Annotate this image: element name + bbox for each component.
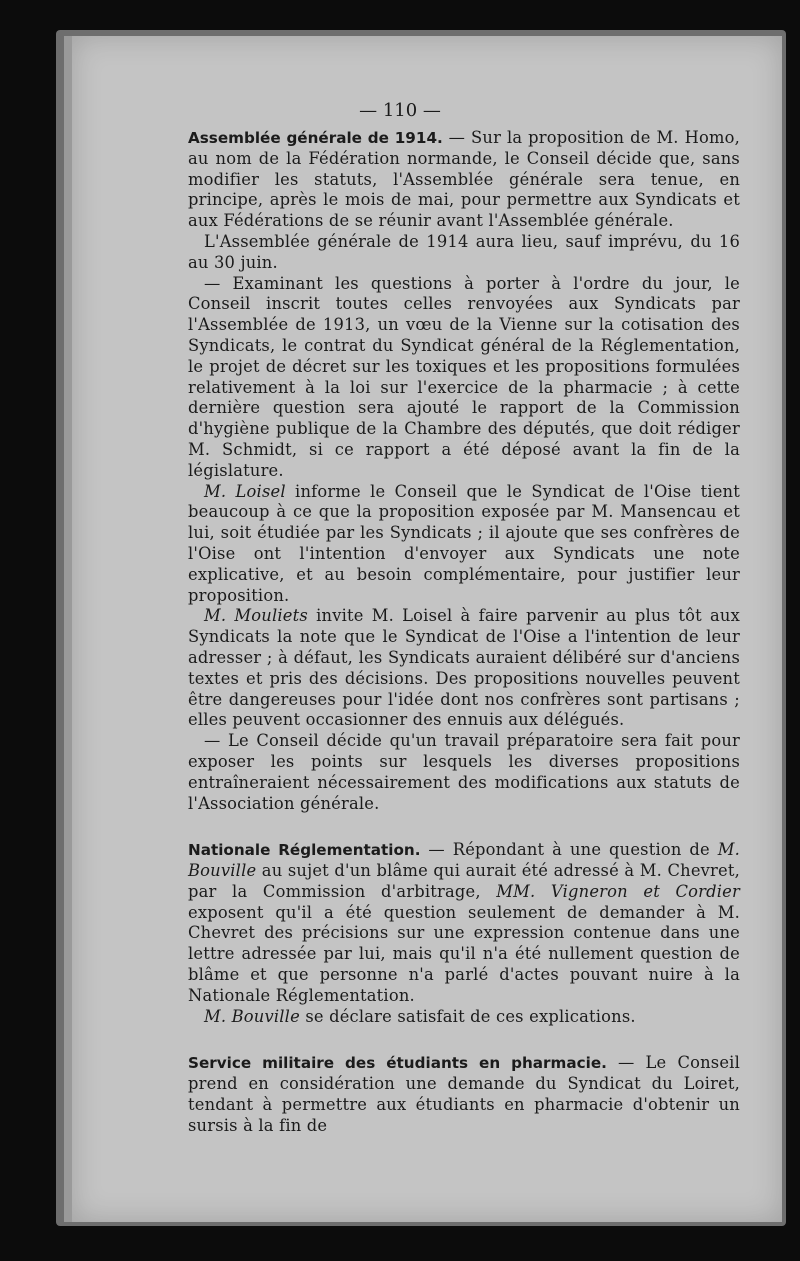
paragraph: M. Mouliets invite M. Loisel à faire parvenir au plus tôt aux Syndicats la note que le Syndicat de l'Oise a l'intention de leur adresser ; à défaut, les Syndicats auraient délibéré sur d'anciens textes et pris des décisions. Des propositions nouvelles peuvent être dangereuses pour l'idée dont nos confrères sont partisans ; elles peuvent occasionner des ennuis aux délégués.	[188, 606, 740, 730]
section-heading: Nationale Réglementation.	[188, 841, 421, 860]
paragraph: L'Assemblée générale de 1914 aura lieu, sauf imprévu, du 16 au 30 juin.	[188, 231, 740, 272]
document-body	[188, 128, 740, 1137]
section-heading: Service militaire des étudiants en pharmacie.	[188, 1054, 607, 1073]
section-gap	[188, 814, 740, 840]
paragraph: Assemblée générale de 1914. — Sur la proposition de M. Homo, au nom de la Fédération normande, le Conseil décide que, sans modifier les statuts, l'Assemblée générale sera tenue, en principe, après le mois de mai, pour permettre aux Syndicats et aux Fédérations de se réunir avant l'Assemblée générale.	[188, 128, 740, 231]
speaker-name: MM. Vigneron et Cordier	[496, 881, 740, 901]
speaker-name: M. Loisel	[204, 481, 286, 501]
speaker-name: M. Mouliets	[204, 606, 308, 626]
paragraph: M. Loisel informe le Conseil que le Syndicat de l'Oise tient beaucoup à ce que la proposition exposée par M. Mansencau et lui, soit étudiée par les Syndicats ; il ajoute que ses confrères de l'Oise ont l'intention d'envoyer aux Syndicats une note explicative, et au besoin complémentaire, pour justifier leur proposition.	[188, 481, 740, 605]
speaker-name: M. Bouville	[204, 1006, 300, 1026]
section-heading: Assemblée générale de 1914.	[188, 129, 443, 147]
paragraph: Service militaire des étudiants en pharmacie. — Le Conseil prend en considération une demande du Syndicat du Loiret, tendant à permettre aux étudiants en pharmacie d'obtenir un sursis à la fin de	[188, 1053, 740, 1135]
paragraph: Nationale Réglementation. — Répondant à une question de M. Bouville au sujet d'un blâme qui aurait été adressé à M. Chevret, par la Commission d'arbitrage, MM. Vigneron et Cordier exposent qu'il a été question seulement de demander à M. Chevret des précisions sur une expression contenue dans une lettre adressée par lui, mais qu'il n'a été nullement question de blâme et que personne n'a parlé d'actes pouvant nuire à la Nationale Réglementation.	[188, 840, 741, 1005]
paragraph: — Le Conseil décide qu'un travail préparatoire sera fait pour exposer les points sur lesquels les diverses propositions entraîneraient nécessairement des modifications aux statuts de l'Association générale.	[188, 731, 740, 813]
paragraph: — Examinant les questions à porter à l'ordre du jour, le Conseil inscrit toutes celles renvoyées aux Syndicats par l'Assemblée de 1913, un vœu de la Vienne sur la cotisation des Syndicats, le contrat du Syndicat général de la Réglementation, le projet de décret sur les toxiques et les propositions formulées relativement à la loi sur l'exercice de la pharmacie ; à cette dernière question sera ajouté le rapport de la Commission d'hygiène publique de la Chambre des députés, que doit rédiger M. Schmidt, si ce rapport a été déposé avant la fin de la législature.	[188, 273, 740, 480]
paragraph: M. Bouville se déclare satisfait de ces explications.	[204, 1006, 636, 1026]
speaker-name: M. Bouville	[188, 840, 741, 881]
section-gap	[188, 1027, 740, 1053]
page-number: — 110 —	[359, 100, 441, 121]
